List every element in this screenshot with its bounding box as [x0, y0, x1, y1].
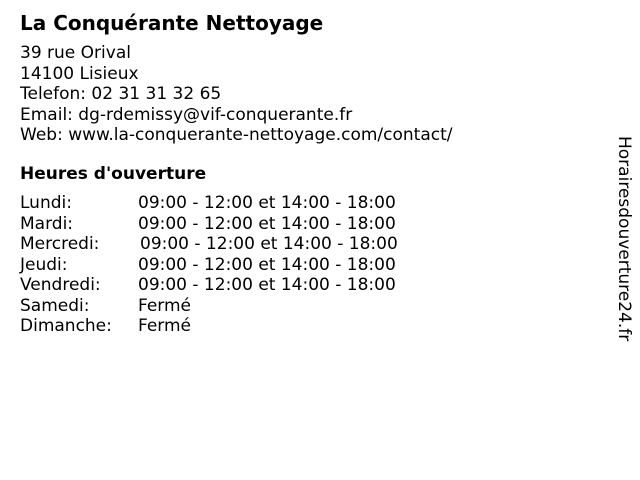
hours-value: Fermé	[138, 316, 192, 336]
day-label: Samedi:	[20, 295, 90, 316]
hours-value: 09:00 - 12:00 et 14:00 - 18:00	[138, 213, 396, 234]
site-watermark: Horairesdouverture24.fr	[614, 136, 634, 342]
hours-value: Fermé	[138, 295, 192, 316]
hours-value: 09:00 - 12:00 et 14:00 - 18:00	[138, 193, 396, 213]
hours-value: 09:00 - 12:00 et 14:00 - 18:00	[138, 254, 396, 275]
day-label: Mercredi:	[20, 234, 100, 254]
day-label: Mardi:	[20, 213, 74, 234]
day-label: Jeudi:	[20, 254, 68, 275]
opening-hours-heading: Heures d'ouverture	[20, 164, 207, 184]
hours-value: 09:00 - 12:00 et 14:00 - 18:00	[138, 275, 396, 295]
day-label: Dimanche:	[20, 316, 112, 336]
business-name: La Conquérante Nettoyage	[20, 11, 324, 35]
website-line: Web: www.la-conquerante-nettoyage.com/contact/	[20, 125, 453, 145]
day-label: Vendredi:	[20, 275, 101, 295]
contact-block	[20, 43, 453, 146]
address-street: 39 rue Orival	[20, 43, 131, 63]
email-line: Email: dg-rdemissy@vif-conquerante.fr	[20, 104, 353, 125]
hours-value: 09:00 - 12:00 et 14:00 - 18:00	[140, 234, 398, 254]
phone-line: Telefon: 02 31 31 32 65	[20, 84, 222, 104]
address-city: 14100 Lisieux	[20, 63, 139, 84]
day-label: Lundi:	[20, 193, 72, 213]
